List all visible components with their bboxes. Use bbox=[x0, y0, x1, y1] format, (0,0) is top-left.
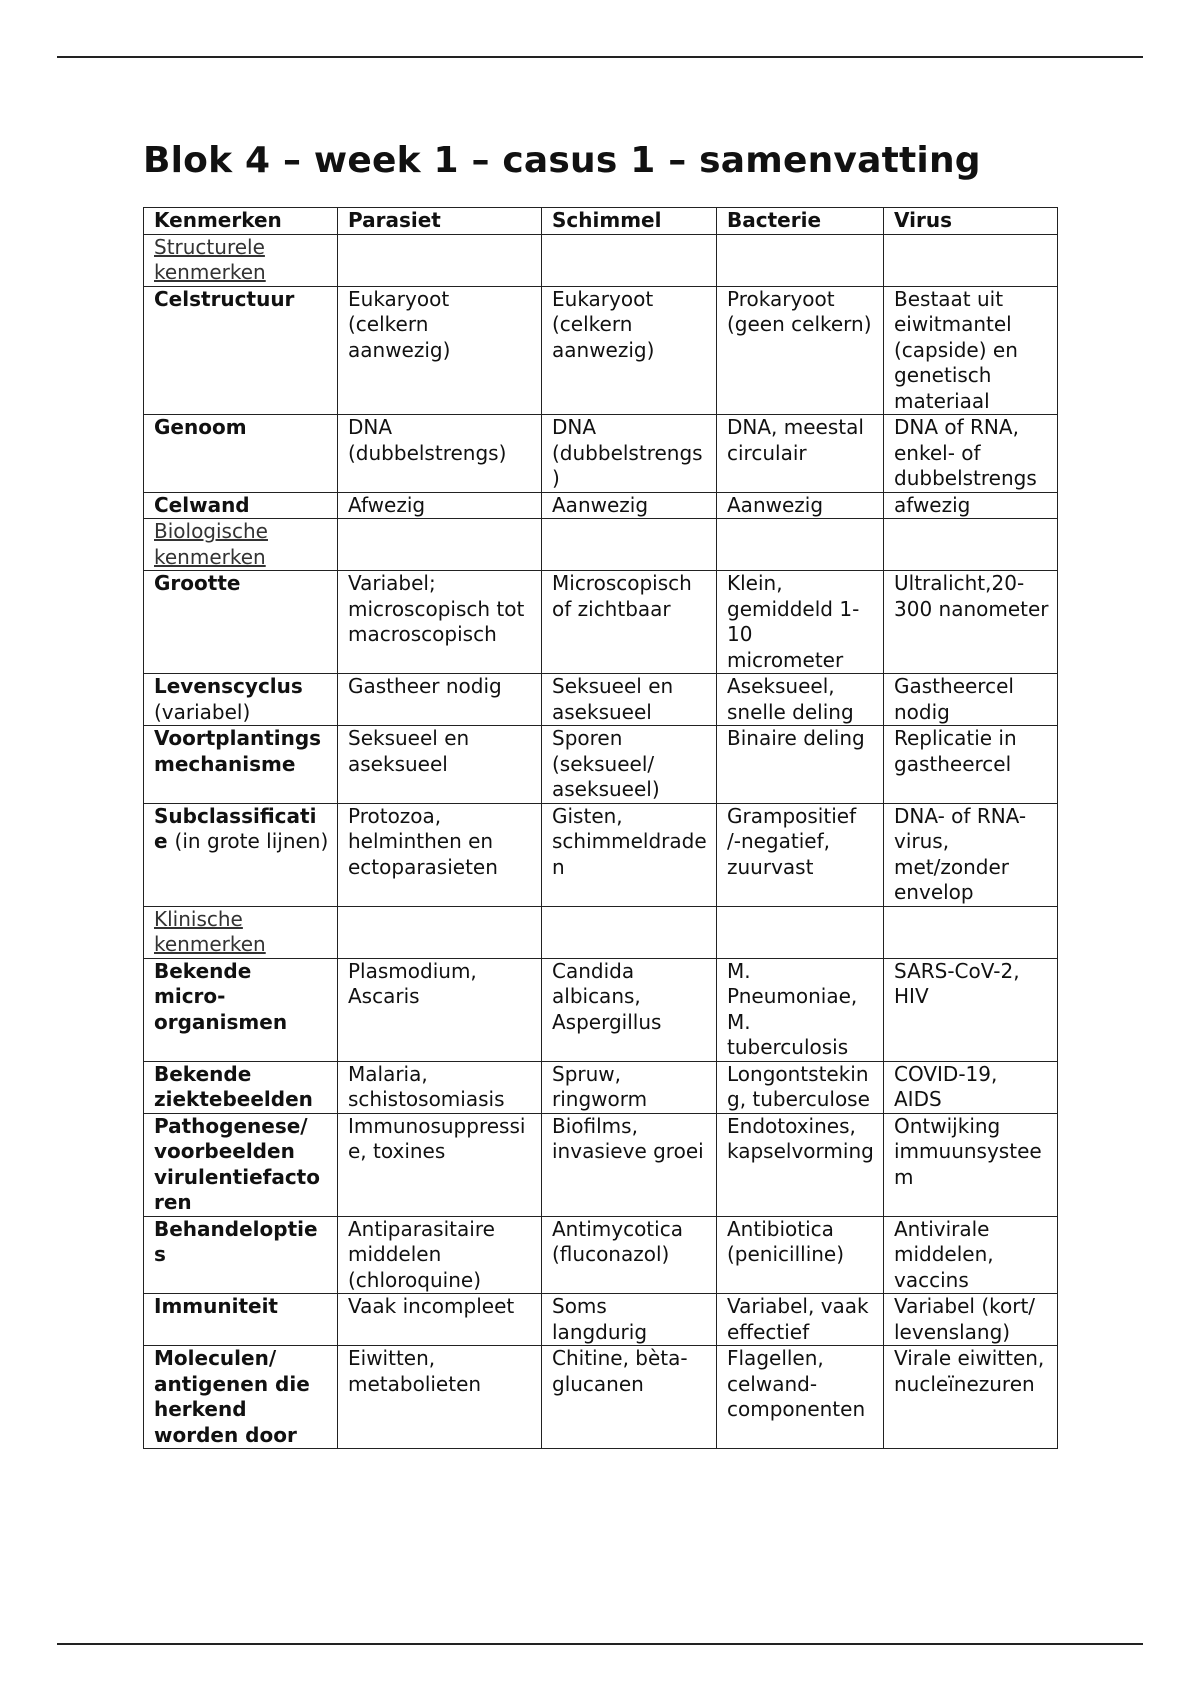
row-label: Immuniteit bbox=[154, 1294, 278, 1318]
cell-parasiet: Afwezig bbox=[338, 492, 542, 519]
cell-parasiet: Plasmodium, Ascaris bbox=[338, 958, 542, 1061]
cell-bacterie: Aanwezig bbox=[717, 492, 884, 519]
row-label: Celstructuur bbox=[154, 286, 295, 311]
empty-cell bbox=[717, 906, 884, 958]
cell-schimmel: Chitine, bèta-glucanen bbox=[542, 1346, 717, 1449]
document-title: Blok 4 – week 1 – casus 1 – samenvatting bbox=[143, 140, 981, 181]
cell-bacterie: Prokaryoot (geen celkern) bbox=[717, 286, 884, 415]
row-label-cell bbox=[144, 958, 338, 1061]
cell-bacterie: Aseksueel, snelle deling bbox=[717, 674, 884, 726]
empty-cell bbox=[338, 519, 542, 571]
cell-bacterie: Klein, gemiddeld 1-10 micrometer bbox=[717, 571, 884, 674]
row-label: Grootte bbox=[154, 571, 241, 595]
cell-schimmel: Sporen (seksueel/ aseksueel) bbox=[542, 726, 717, 804]
cell-virus: Virale eiwitten, nucleïnezuren bbox=[884, 1346, 1058, 1449]
section-label: Structurele kenmerken bbox=[144, 234, 338, 286]
cell-schimmel: Microscopisch of zichtbaar bbox=[542, 571, 717, 674]
section-label: Biologische kenmerken bbox=[144, 519, 338, 571]
cell-virus: Replicatie in gastheercel bbox=[884, 726, 1058, 804]
row-label-cell bbox=[144, 1294, 338, 1346]
cell-schimmel: Eukaryoot (celkern aanwezig) bbox=[542, 286, 717, 415]
row-label-cell bbox=[144, 571, 338, 674]
cell-bacterie: Antibiotica (penicilline) bbox=[717, 1216, 884, 1294]
cell-bacterie: M. Pneumoniae, M. tuberculosis bbox=[717, 958, 884, 1061]
table-row bbox=[144, 674, 1058, 726]
empty-cell bbox=[884, 906, 1058, 958]
cell-virus: Antivirale middelen, vaccins bbox=[884, 1216, 1058, 1294]
table-row bbox=[144, 958, 1058, 1061]
table-row bbox=[144, 1346, 1058, 1449]
cell-virus: afwezig bbox=[884, 492, 1058, 519]
row-label: Behandelopties bbox=[154, 1216, 318, 1266]
table-body bbox=[144, 208, 1058, 1449]
table-row bbox=[144, 803, 1058, 906]
cell-parasiet: Protozoa, helminthen en ectoparasieten bbox=[338, 803, 542, 906]
row-label-cell bbox=[144, 726, 338, 804]
empty-cell bbox=[338, 906, 542, 958]
top-rule bbox=[57, 56, 1143, 58]
cell-virus: DNA- of RNA-virus, met/zonder envelop bbox=[884, 803, 1058, 906]
table-row bbox=[144, 1294, 1058, 1346]
cell-parasiet: Malaria, schistosomiasis bbox=[338, 1061, 542, 1113]
cell-bacterie: DNA, meestal circulair bbox=[717, 415, 884, 493]
row-label-cell bbox=[144, 492, 338, 519]
comparison-table bbox=[143, 207, 1058, 1449]
row-label-cell bbox=[144, 1113, 338, 1216]
cell-parasiet: Antiparasitaire middelen (chloroquine) bbox=[338, 1216, 542, 1294]
table-row bbox=[144, 492, 1058, 519]
header-cell-bacterie: Bacterie bbox=[717, 208, 884, 235]
table-row bbox=[144, 1061, 1058, 1113]
header-cell-kenmerken: Kenmerken bbox=[144, 208, 338, 235]
empty-cell bbox=[542, 234, 717, 286]
empty-cell bbox=[717, 234, 884, 286]
row-label-cell bbox=[144, 1216, 338, 1294]
cell-parasiet: Eukaryoot (celkern aanwezig) bbox=[338, 286, 542, 415]
cell-parasiet: Gastheer nodig bbox=[338, 674, 542, 726]
cell-schimmel: Gisten, schimmeldraden bbox=[542, 803, 717, 906]
row-label: Pathogenese/ voorbeelden virulentiefactoren bbox=[154, 1113, 320, 1214]
row-label: Bekende micro-organismen bbox=[154, 958, 288, 1034]
table-row bbox=[144, 571, 1058, 674]
cell-virus: COVID-19, AIDS bbox=[884, 1061, 1058, 1113]
cell-parasiet: Vaak incompleet bbox=[338, 1294, 542, 1346]
row-label-cell bbox=[144, 803, 338, 906]
cell-schimmel: Antimycotica (fluconazol) bbox=[542, 1216, 717, 1294]
row-label-cell bbox=[144, 1061, 338, 1113]
cell-virus: Variabel (kort/ levenslang) bbox=[884, 1294, 1058, 1346]
cell-schimmel: Soms langdurig bbox=[542, 1294, 717, 1346]
table-row bbox=[144, 726, 1058, 804]
cell-schimmel: Aanwezig bbox=[542, 492, 717, 519]
row-label-note: (in grote lijnen) bbox=[174, 829, 329, 853]
section-row bbox=[144, 906, 1058, 958]
empty-cell bbox=[884, 519, 1058, 571]
cell-parasiet: Seksueel en aseksueel bbox=[338, 726, 542, 804]
cell-virus: SARS-CoV-2, HIV bbox=[884, 958, 1058, 1061]
empty-cell bbox=[338, 234, 542, 286]
cell-schimmel: DNA (dubbelstrengs) bbox=[542, 415, 717, 493]
row-label: Subclassificatie bbox=[154, 803, 317, 853]
table-row bbox=[144, 286, 1058, 415]
cell-schimmel: Biofilms, invasieve groei bbox=[542, 1113, 717, 1216]
table-row bbox=[144, 1216, 1058, 1294]
row-label-cell bbox=[144, 415, 338, 493]
section-row bbox=[144, 519, 1058, 571]
section-row bbox=[144, 234, 1058, 286]
row-label: Bekende ziektebeelden bbox=[154, 1061, 313, 1111]
cell-virus: Ultralicht,20-300 nanometer bbox=[884, 571, 1058, 674]
cell-virus: DNA of RNA, enkel- of dubbelstrengs bbox=[884, 415, 1058, 493]
table-header-row bbox=[144, 208, 1058, 235]
bottom-rule bbox=[57, 1643, 1143, 1645]
cell-schimmel: Candida albicans, Aspergillus bbox=[542, 958, 717, 1061]
cell-virus: Gastheercel nodig bbox=[884, 674, 1058, 726]
cell-schimmel: Seksueel en aseksueel bbox=[542, 674, 717, 726]
empty-cell bbox=[884, 234, 1058, 286]
row-label-note: (variabel) bbox=[154, 699, 251, 724]
row-label-cell bbox=[144, 286, 338, 415]
row-label: Genoom bbox=[154, 415, 247, 439]
header-cell-parasiet: Parasiet bbox=[338, 208, 542, 235]
empty-cell bbox=[542, 906, 717, 958]
row-label: Celwand bbox=[154, 492, 250, 517]
cell-bacterie: Endotoxines, kapselvorming bbox=[717, 1113, 884, 1216]
header-cell-schimmel: Schimmel bbox=[542, 208, 717, 235]
table-row bbox=[144, 1113, 1058, 1216]
table-row bbox=[144, 415, 1058, 493]
cell-parasiet: Eiwitten, metabolieten bbox=[338, 1346, 542, 1449]
section-label: Klinische kenmerken bbox=[144, 906, 338, 958]
row-label: Voortplantingsmechanisme bbox=[154, 726, 322, 776]
row-label-cell bbox=[144, 1346, 338, 1449]
cell-bacterie: Binaire deling bbox=[717, 726, 884, 804]
empty-cell bbox=[542, 519, 717, 571]
empty-cell bbox=[717, 519, 884, 571]
cell-parasiet: Variabel; microscopisch tot macroscopisch bbox=[338, 571, 542, 674]
cell-bacterie: Variabel, vaak effectief bbox=[717, 1294, 884, 1346]
cell-bacterie: Flagellen, celwand-componenten bbox=[717, 1346, 884, 1449]
cell-parasiet: DNA (dubbelstrengs) bbox=[338, 415, 542, 493]
row-label: Levenscyclus bbox=[154, 674, 303, 698]
row-label-cell bbox=[144, 674, 338, 726]
cell-virus: Ontwijking immuunsysteem bbox=[884, 1113, 1058, 1216]
cell-bacterie: Longontsteking, tuberculose bbox=[717, 1061, 884, 1113]
cell-schimmel: Spruw, ringworm bbox=[542, 1061, 717, 1113]
header-cell-virus: Virus bbox=[884, 208, 1058, 235]
cell-parasiet: Immunosuppressie, toxines bbox=[338, 1113, 542, 1216]
cell-virus: Bestaat uit eiwitmantel (capside) en genetisch materiaal bbox=[884, 286, 1058, 415]
row-label: Moleculen/ antigenen die herkend worden door bbox=[154, 1346, 310, 1447]
cell-bacterie: Grampositief /-negatief, zuurvast bbox=[717, 803, 884, 906]
